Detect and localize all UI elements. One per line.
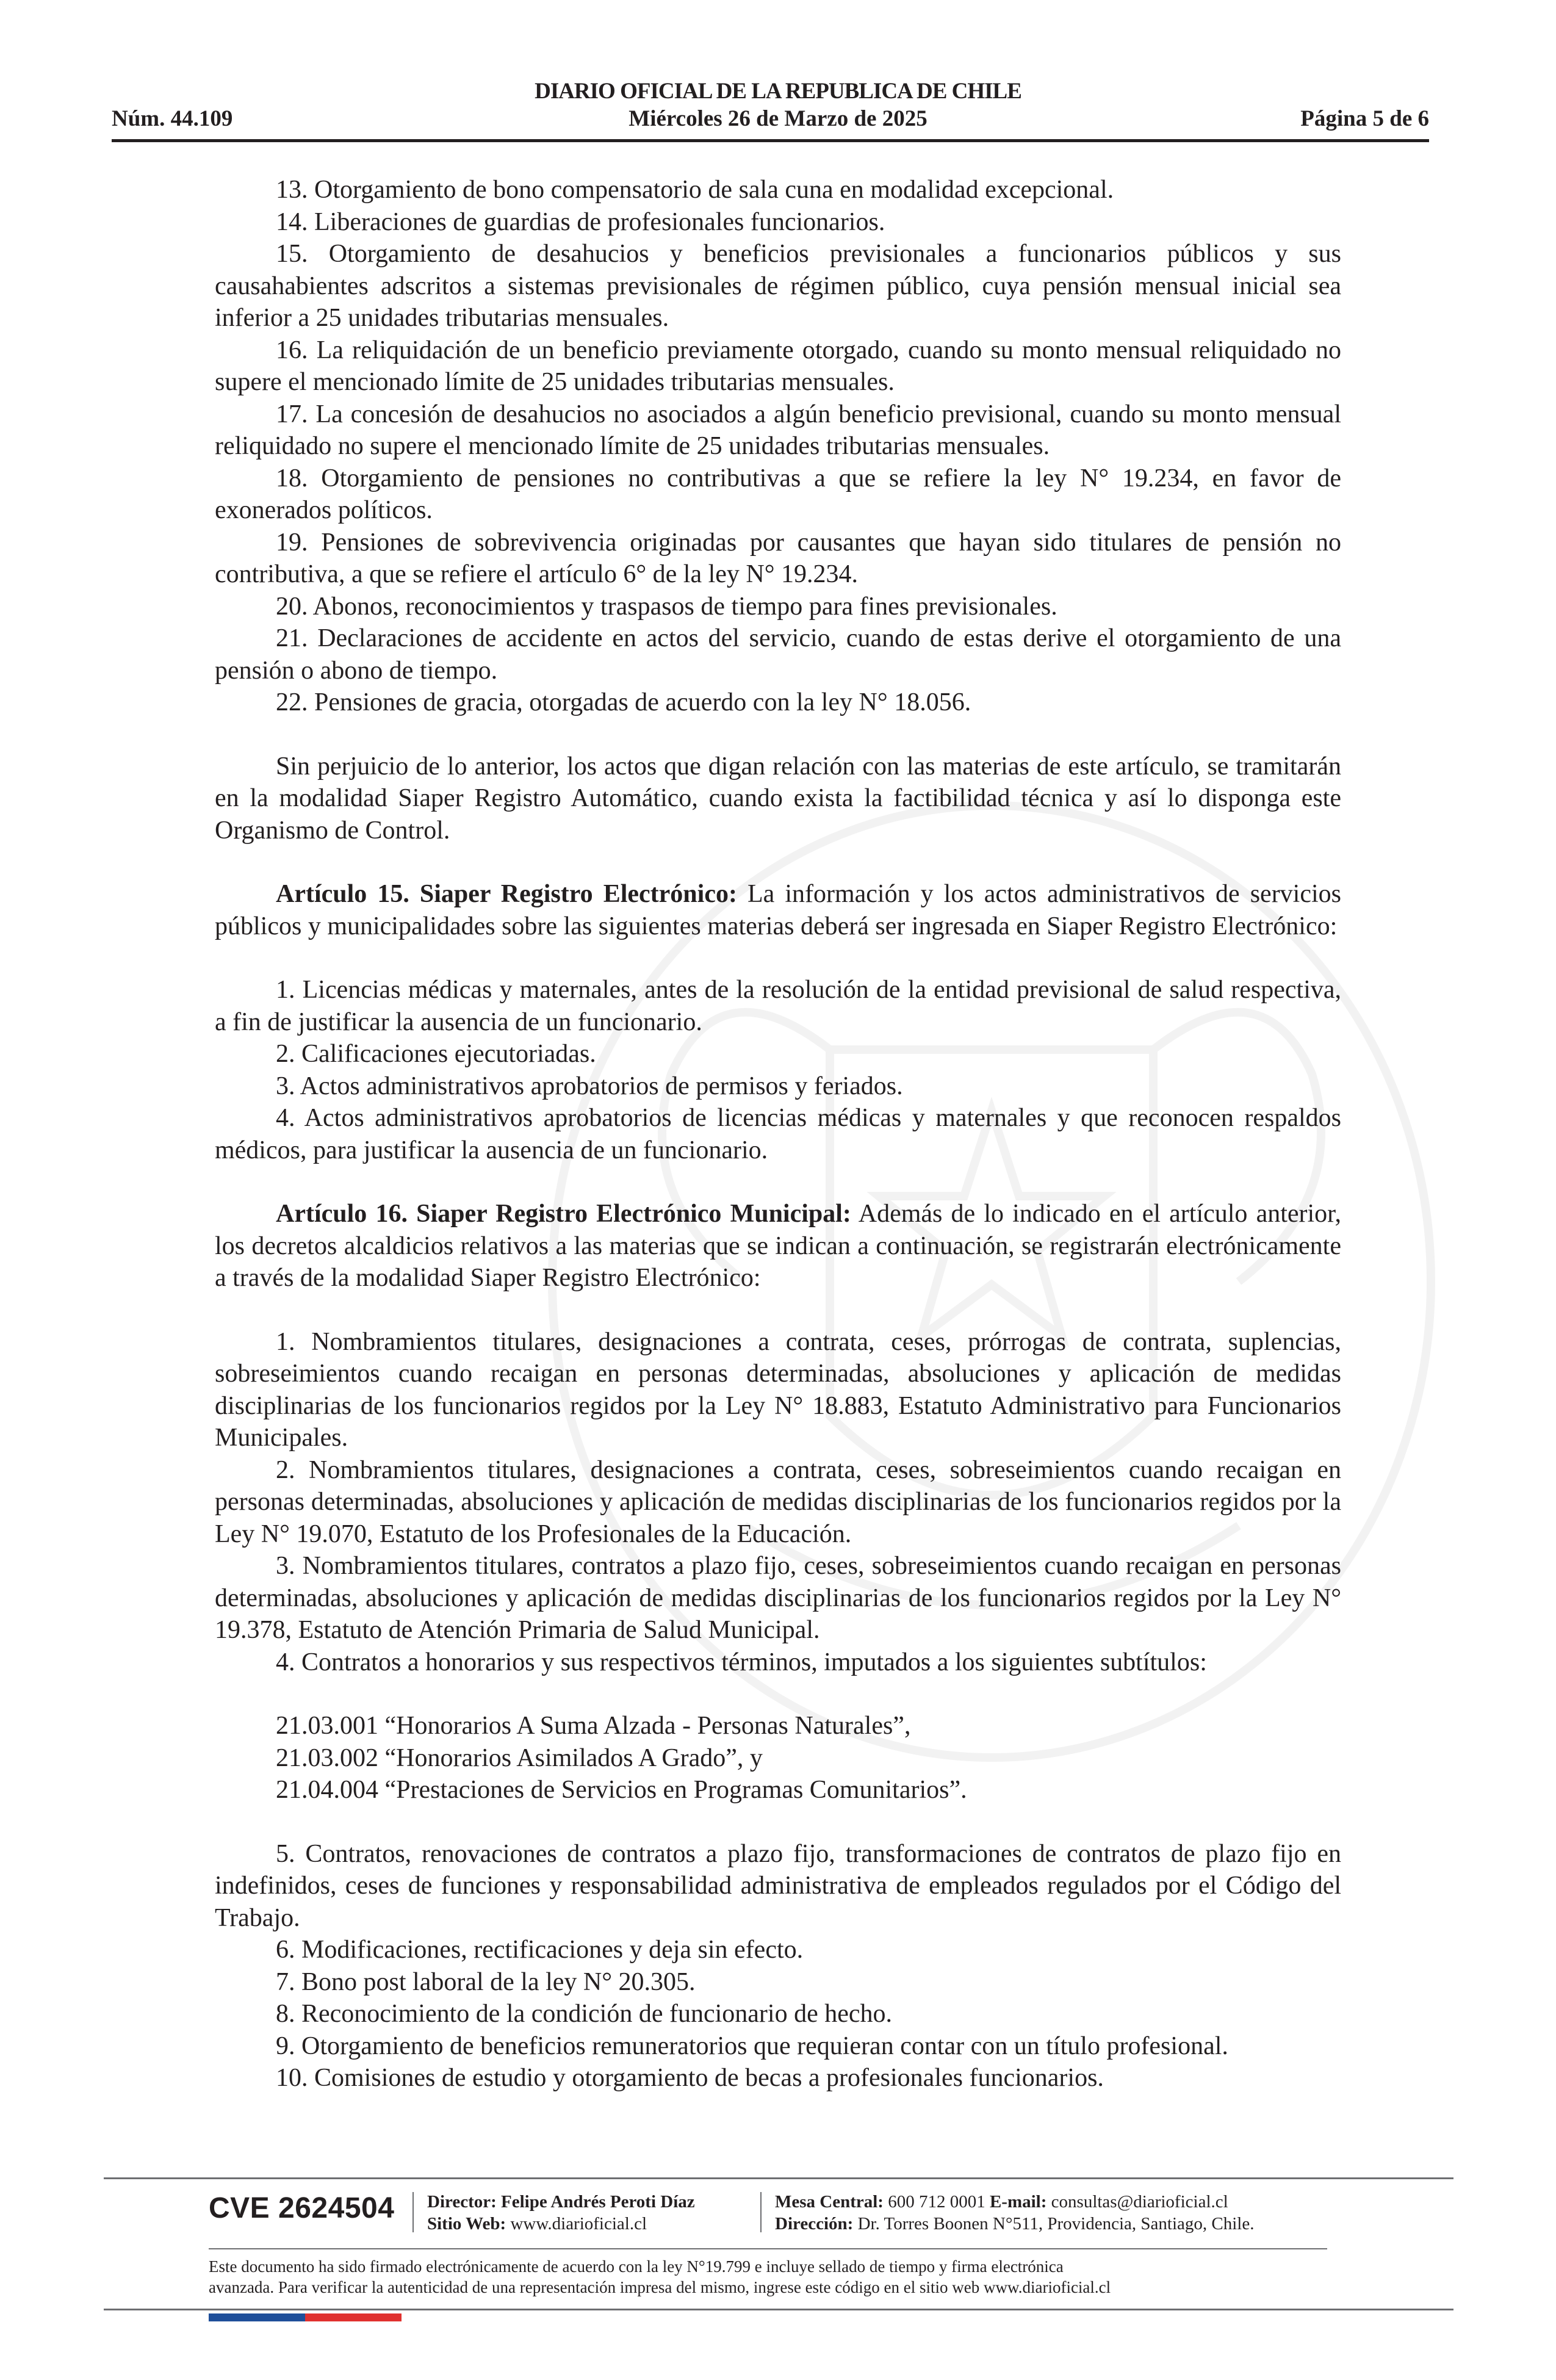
publication-date: Miércoles 26 de Marzo de 2025	[629, 106, 927, 131]
subtitle-item: 21.04.004 “Prestaciones de Servicios en Programas Comunitarios”.	[276, 1776, 967, 1804]
list-item: 18. Otorgamiento de pensiones no contributivas a que se refiere la ley N° 19.234, en favor de exonerados políticos.	[215, 464, 1341, 524]
footer-divider-bottom	[104, 2309, 1453, 2310]
list-item: 16. La reliquidación de un beneficio previamente otorgado, cuando su monto mensual reliquidado no supere el mencionado límite de 25 unidades tributarias mensuales.	[215, 336, 1341, 396]
legal-notice	[209, 2256, 1331, 2298]
list-item: 17. La concesión de desahucios no asociados a algún beneficio previsional, cuando su monto mensual reliquidado no supere el mencionado límite de 25 unidades tributarias mensuales.	[215, 400, 1341, 460]
flag-stripe-blue	[209, 2313, 305, 2321]
list-item: 13. Otorgamiento de bono compensatorio de sala cuna en modalidad excepcional.	[276, 176, 1114, 204]
subtitle-item: 21.03.001 “Honorarios A Suma Alzada - Personas Naturales”,	[276, 1712, 911, 1740]
article-16-text: Además de lo indicado en el artículo anterior, los decretos alcaldicios relativos a las materias que se indican a continuación, se registrarán electrónicamente a través de la modalidad Siaper Registro Electrónico:	[215, 1200, 1341, 1292]
website-label: Sitio Web:	[427, 2214, 506, 2234]
subtitle-item: 21.03.002 “Honorarios Asimilados A Grado”, y	[276, 1744, 763, 1772]
list-item: 9. Otorgamiento de beneficios remuneratorios que requieran contar con un título profesional.	[276, 2032, 1228, 2060]
article-16-paragraph	[215, 1198, 1341, 1294]
list-item: 21. Declaraciones de accidente en actos del servicio, cuando de estas derive el otorgamiento de una pensión o abono de tiempo.	[215, 624, 1341, 685]
list-item: 3. Actos administrativos aprobatorios de permisos y feriados.	[276, 1072, 903, 1100]
footer-separator	[412, 2192, 414, 2232]
email-label: E-mail:	[989, 2192, 1047, 2212]
issue-number: Núm. 44.109	[112, 106, 233, 131]
list-item: 15. Otorgamiento de desahucios y beneficios previsionales a funcionarios públicos y sus causahabientes adscritos a sistemas previsionales de régimen público, cuya pensión mensual inicial sea inferior a 25 unidades tributarias mensuales.	[215, 240, 1341, 332]
list-item: 5. Contratos, renovaciones de contratos a plazo fijo, transformaciones de contratos de plazo fijo en indefinidos, ceses de funciones y responsabilidad administrativa de empleados regulados por el Código del Trabajo.	[215, 1839, 1341, 1932]
address-label: Dirección:	[775, 2214, 854, 2234]
address-value: Dr. Torres Boonen N°511, Providencia, Santiago, Chile.	[853, 2214, 1255, 2234]
legal-line: Este documento ha sido firmado electrónicamente de acuerdo con la ley N°19.799 e incluye sellado de tiempo y firma electrónica	[209, 2257, 1064, 2276]
director-label: Director:	[427, 2192, 497, 2212]
list-item: 19. Pensiones de sobrevivencia originadas por causantes que hayan sido titulares de pensión no contributiva, a que se refiere el artículo 6° de la ley N° 19.234.	[215, 528, 1341, 588]
footer-contact-block	[775, 2191, 1254, 2235]
list-item: 8. Reconocimiento de la condición de funcionario de hecho.	[276, 2000, 892, 2028]
list-item: 10. Comisiones de estudio y otorgamiento de becas a profesionales funcionarios.	[276, 2064, 1104, 2092]
publication-title: DIARIO OFICIAL DE LA REPUBLICA DE CHILE	[535, 79, 1021, 104]
list-item: 2. Calificaciones ejecutoriadas.	[276, 1040, 596, 1068]
cve-code: CVE 2624504	[209, 2192, 395, 2224]
list-item: 1. Nombramientos titulares, designaciones a contrata, ceses, prórrogas de contrata, suplencias, sobreseimientos cuando recaigan en personas determinadas, absoluciones y aplicación de medidas disciplinarias de los funcionarios regidos por la Ley N° 18.883, Estatuto Administrativo para Funcionarios Municipales.	[215, 1327, 1341, 1452]
list-item: 4. Contratos a honorarios y sus respectivos términos, imputados a los siguientes subtítulos:	[276, 1648, 1207, 1676]
mesa-phone: 600 712 0001	[883, 2192, 990, 2212]
list-item: 22. Pensiones de gracia, otorgadas de acuerdo con la ley N° 18.056.	[276, 688, 971, 716]
list-item: 7. Bono post laboral de la ley N° 20.305.	[276, 1967, 696, 1996]
article-16-heading: Artículo 16. Siaper Registro Electrónico Municipal:	[276, 1200, 851, 1228]
list-item: 1. Licencias médicas y maternales, antes de la resolución de la entidad previsional de salud respectiva, a fin de justificar la ausencia de un funcionario.	[215, 976, 1341, 1036]
footer-divider-middle	[209, 2248, 1327, 2249]
mesa-label: Mesa Central:	[775, 2192, 884, 2212]
article-15-paragraph	[215, 878, 1341, 942]
paragraph-sin-perjuicio: Sin perjuicio de lo anterior, los actos que digan relación con las materias de este artículo, se tramitarán en la modalidad Siaper Registro Automático, cuando exista la factibilidad técnica y así lo disponga este Organismo de Control.	[215, 752, 1341, 845]
list-item: 2. Nombramientos titulares, designaciones a contrata, ceses, sobreseimientos cuando recaigan en personas determinadas, absoluciones y aplicación de medidas disciplinarias de los funcionarios regidos por la Ley N° 19.070, Estatuto de los Profesionales de la Educación.	[215, 1455, 1341, 1548]
legal-line: avanzada. Para verificar la autenticidad de una representación impresa del mismo, ingrese este código en el sitio web www.diarioficial.cl	[209, 2278, 1111, 2296]
director-name: Felipe Andrés Peroti Díaz	[496, 2192, 695, 2212]
list-item: 3. Nombramientos titulares, contratos a plazo fijo, ceses, sobreseimientos cuando recaigan en personas determinadas, absoluciones y aplicación de medidas disciplinarias de los funcionarios regidos por la Ley N° 19.378, Estatuto de Atención Primaria de Salud Municipal.	[215, 1552, 1341, 1644]
footer-divider-top	[104, 2177, 1453, 2179]
list-item: 6. Modificaciones, rectificaciones y deja sin efecto.	[276, 1936, 804, 1964]
list-item: 20. Abonos, reconocimientos y traspasos de tiempo para fines previsionales.	[276, 592, 1057, 621]
article-15-text: La información y los actos administrativos de servicios públicos y municipalidades sobre las siguientes materias deberá ser ingresada en Siaper Registro Electrónico:	[215, 880, 1342, 940]
list-item: 4. Actos administrativos aprobatorios de licencias médicas y maternales y que reconocen respaldos médicos, para justificar la ausencia de un funcionario.	[215, 1104, 1341, 1164]
footer-separator	[760, 2192, 762, 2232]
document-body	[215, 174, 1341, 2094]
flag-stripe-red	[305, 2313, 402, 2321]
email-link[interactable]: consultas@diarioficial.cl	[1046, 2192, 1228, 2212]
header-divider	[112, 139, 1429, 142]
page-number: Página 5 de 6	[1300, 106, 1429, 131]
article-15-heading: Artículo 15. Siaper Registro Electrónico:	[276, 880, 737, 908]
website-link[interactable]: www.diarioficial.cl	[506, 2214, 647, 2234]
footer-director-block	[427, 2191, 695, 2235]
list-item: 14. Liberaciones de guardias de profesionales funcionarios.	[276, 207, 885, 236]
